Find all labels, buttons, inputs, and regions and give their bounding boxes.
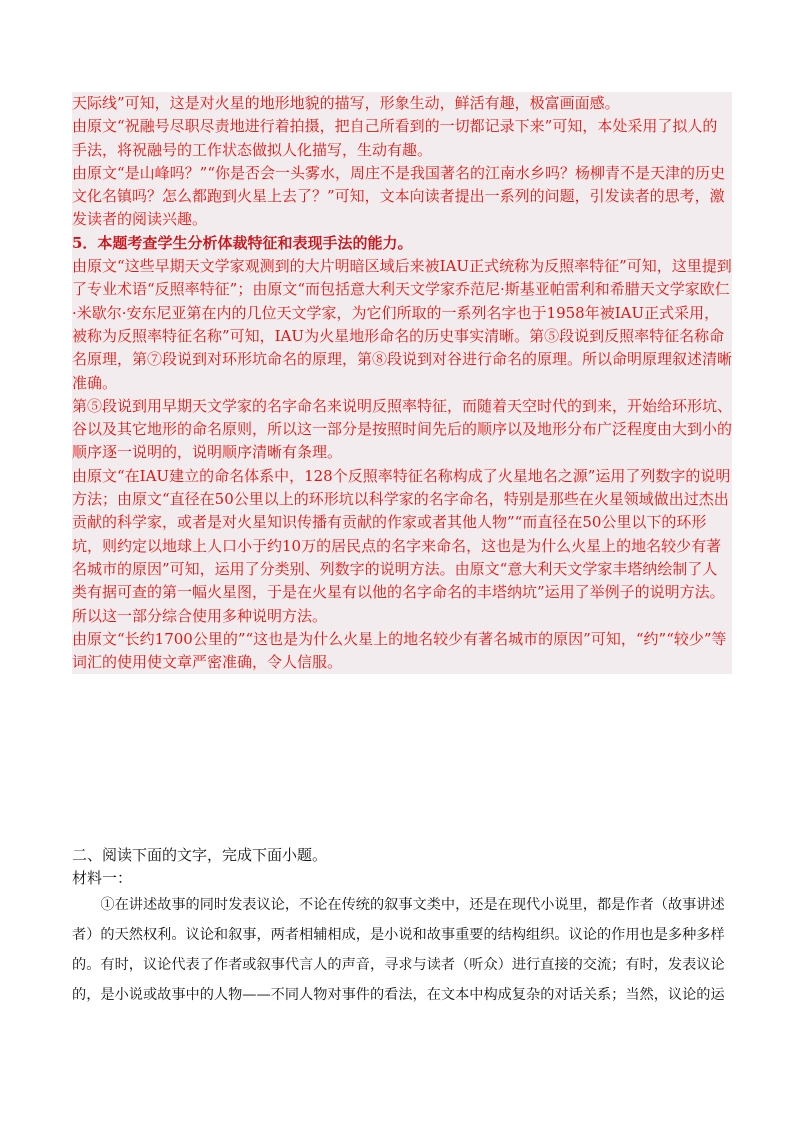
material-label: 材料一：	[72, 869, 133, 887]
question-5-heading: 5．本题考查学生分析体裁特征和表现手法的能力。	[72, 233, 413, 252]
material-paragraph-1: ①在讲述故事的同时发表议论，不论在传统的叙事文类中，还是在现代小说里，都是作者（故事讲述者）的天然权利。议论和叙事，两者相辅相成，是小说和故事重要的结构组织。议论的作用也是多种多样的。有时，议论代表了作者或叙事代言人的声音，寻求与读者（听众）进行直接的交流；有时，发表议论的，是小说或故事中的人物——不同人物对事件的看法，在文本中构成复杂的对话关系；当然，议论的运	[72, 897, 725, 1003]
answer-paragraph-4: 由原文“这些早期天文学家观测到的大片明暗区域后来被IAU正式统称为反照率特征”可知，这里提到了专业术语“反照率特征”；由原文“而包括意大利天文学家乔范尼·斯基亚帕雷利和希腊天文学家欧仁·米歇尔·安东尼亚第在内的几位天文学家，为它们所取的一系列名字也于1958年被IAU正式采用，被称为反照率特征名称”可知，IAU为火星地形命名的历史事实清晰。第⑤段说到反照率特征名称命名原理，第⑦段说到对环形坑命名的原理，第⑧段说到对谷进行命名的原理。所以命明原理叙述清晰准确。	[72, 257, 733, 392]
section-title: 二、阅读下面的文字，完成下面小题。	[72, 846, 328, 864]
answer-paragraph-6: 由原文“在IAU建立的命名体系中，128个反照率特征名称构成了火星地名之源”运用了列数字的说明方法；由原文“直径在50公里以上的环形坑以科学家的名字命名，特别是那些在火星领域做出过杰出贡献的科学家，或者是对火星知识传播有贡献的作家或者其他人物”“而直径在50公里以下的环形坑，则约定以地球上人口小于约10万的居民点的名字来命名，这也是为什么火星上的地名较少有著名城市的原因”可知，运用了分类别、列数字的说明方法。由原文“意大利天文学家丰塔纳绘制了人类有据可查的第一幅火星图，于是在火星有以他的名字命名的丰塔纳坑”运用了举例子的说明方法。所以这一部分综合使用多种说明方法。	[72, 466, 731, 625]
answer-paragraph-7: 由原文“长约1700公里的”“这也是为什么火星上的地名较少有著名城市的原因”可知，“约”“较少”等词汇的使用使文章严密准确，令人信服。	[72, 629, 727, 672]
answer-paragraph-2: 由原文“祝融号尽职尽责地进行着拍摄，把自己所看到的一切都记录下来”可知，本处采用了拟人的手法，将祝融号的工作状态做拟人化描写，生动有趣。	[72, 117, 718, 159]
answer-explanation-block	[72, 92, 732, 674]
answer-paragraph-5: 第⑤段说到用早期天文学家的名字命名来说明反照率特征，而随着天空时代的到来，开始给环形坑、谷以及其它地形的命名原则，所以这一部分是按照时间先后的顺序以及地形分布广泛程度由大到小的顺序逐一说明的，说明顺序清晰有条理。	[72, 396, 733, 462]
reading-section-2	[72, 844, 732, 1010]
answer-paragraph-3: 由原文“是山峰吗？”“你是否会一头雾水，周庄不是我国著名的江南水乡吗？杨柳青不是天津的历史文化名镇吗？怎么都跑到火星上去了？”可知，文本向读者提出一系列的问题，引发读者的思考，激发读者的阅读兴趣。	[72, 163, 726, 229]
answer-paragraph-1: 天际线”可知，这是对火星的地形地貌的描写，形象生动，鲜活有趣，极富画面感。	[72, 94, 620, 112]
